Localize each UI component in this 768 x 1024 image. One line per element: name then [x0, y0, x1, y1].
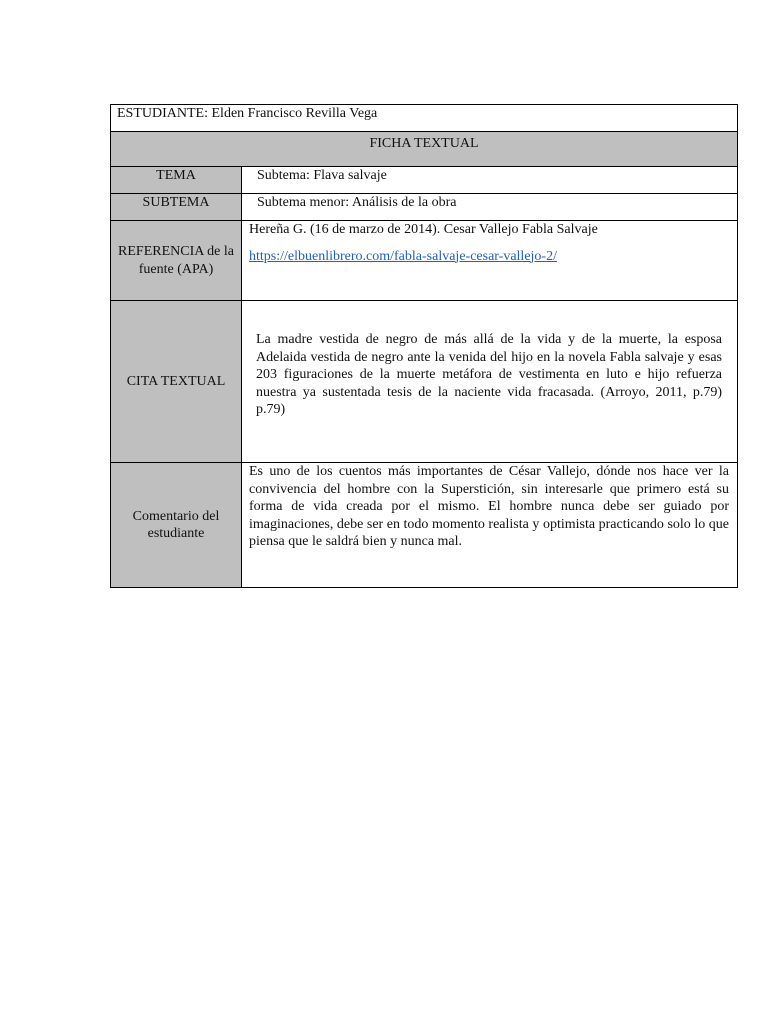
comentario-label-text: Comentario del estudiante	[132, 508, 220, 541]
cita-value	[242, 301, 738, 463]
subtema-row	[111, 194, 738, 221]
ficha-textual-table	[110, 104, 738, 588]
tema-value: Subtema: Flava salvaje	[242, 167, 738, 194]
student-row	[111, 105, 738, 132]
cita-row	[111, 301, 738, 463]
student-cell	[111, 105, 738, 132]
cita-text: La madre vestida de negro de más allá de la vida y de la muerte, la esposa Adelaida vestida de negro ante la venida del hijo en la novela Fabla salvaje y esas 203 figuraciones de la muerte metáfora de vestimenta en luto e hijo refuerza nuestra ya sustentada tesis de la naciente vida fracasada. (Arroyo, 2011, p.79) p.79)	[256, 332, 723, 417]
referencia-value	[242, 221, 738, 301]
cita-label: CITA TEXTUAL	[111, 301, 242, 463]
comentario-value: Es uno de los cuentos más importantes de César Vallejo, dónde nos hace ver la convivencia del hombre con la Superstición, sin interesarle que primero está su forma de vida creada por el mismo. El hombre nunca debe ser guiado por imaginaciones, debe ser en todo momento realista y optimista practicando solo lo que piensa que le saldrá bien y nunca mal.	[242, 463, 738, 588]
student-name: Elden Francisco Revilla Vega	[211, 106, 378, 121]
referencia-label-text: REFERENCIA de la fuente (APA)	[118, 244, 234, 277]
comentario-label	[111, 463, 242, 588]
referencia-link[interactable]: https://elbuenlibrero.com/fabla-salvaje-cesar-vallejo-2/	[249, 248, 557, 264]
ficha-title: FICHA TEXTUAL	[369, 136, 479, 151]
referencia-row	[111, 221, 738, 301]
referencia-citation: Hereña G. (16 de marzo de 2014). Cesar Vallejo Fabla Salvaje	[249, 222, 598, 237]
ficha-title-row	[111, 132, 738, 167]
tema-label: TEMA	[111, 167, 242, 194]
subtema-value: Subtema menor: Análisis de la obra	[242, 194, 738, 221]
subtema-label: SUBTEMA	[111, 194, 242, 221]
ficha-title-cell	[111, 132, 738, 167]
tema-row	[111, 167, 738, 194]
student-label: ESTUDIANTE:	[117, 106, 208, 121]
referencia-label	[111, 221, 242, 301]
comentario-row	[111, 463, 738, 588]
